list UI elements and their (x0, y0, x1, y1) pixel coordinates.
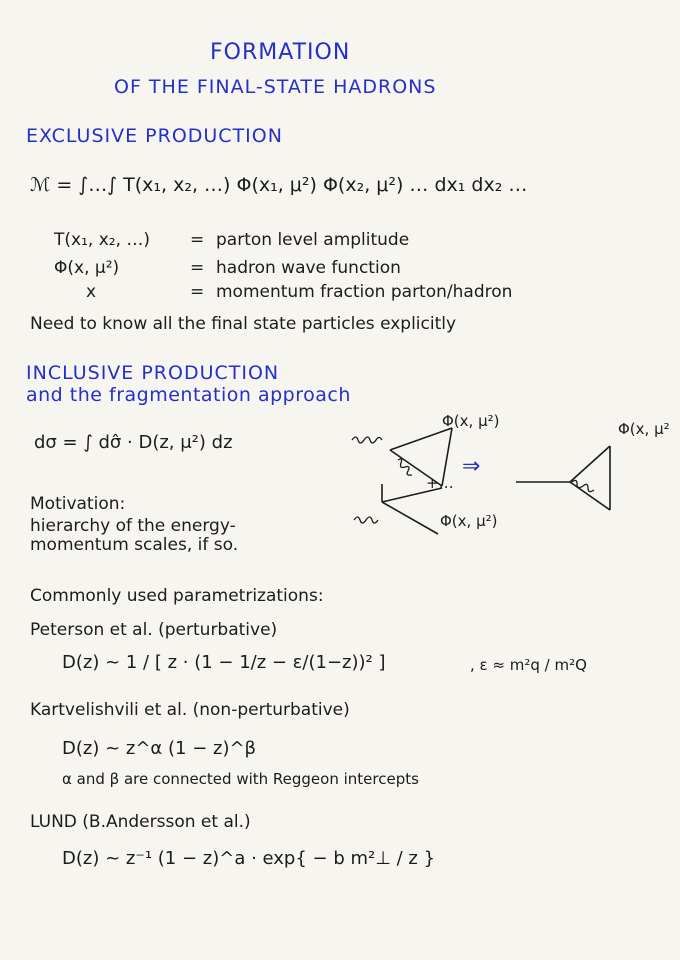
title-line1: FORMATION (210, 40, 351, 65)
gluon-icon (398, 459, 412, 475)
params-heading: Commonly used parametrizations: (30, 586, 324, 606)
lund-name: LUND (B.Andersson et al.) (30, 812, 251, 832)
def-eq-1: = (190, 230, 205, 250)
inclusive-subheading: and the fragmentation approach (26, 384, 351, 406)
def-meaning-1: parton level amplitude (216, 230, 410, 250)
diagram-phi-right: Φ(x, μ² (618, 420, 670, 438)
def-meaning-2: hadron wave function (216, 258, 401, 278)
inclusive-formula: dσ = ∫ dσ̂ · D(z, μ²) dz (34, 432, 233, 453)
def-meaning-3: momentum fraction parton/hadron (216, 282, 513, 302)
motivation-line2: momentum scales, if so. (30, 535, 239, 555)
exclusive-note: Need to know all the final state particles explicitly (30, 314, 457, 334)
diagram-arrow: ⇒ (462, 454, 481, 479)
gluon-icon (354, 517, 378, 523)
diagram-phi-bottom: Φ(x, μ²) (440, 512, 498, 530)
diagram-phi-top: Φ(x, μ²) (442, 412, 500, 430)
def-symbol-1: T(x₁, x₂, …) (54, 230, 151, 250)
def-symbol-3: x (86, 282, 97, 302)
kart-name: Kartvelishvili et al. (non-perturbative) (30, 700, 350, 720)
peterson-epsilon: , ε ≈ m²q / m²Q (470, 656, 587, 674)
motivation-label: Motivation: (30, 494, 126, 514)
diagram-plus: +… (426, 474, 454, 492)
diagram-line (570, 446, 610, 482)
exclusive-heading: EXCLUSIVE PRODUCTION (26, 125, 283, 147)
diagram-line (570, 482, 610, 510)
peterson-name: Peterson et al. (perturbative) (30, 620, 278, 640)
def-eq-3: = (190, 282, 205, 302)
inclusive-heading: INCLUSIVE PRODUCTION (26, 362, 280, 384)
lund-formula: D(z) ~ z⁻¹ (1 − z)^a · exp{ − b m²⊥ / z } (62, 848, 436, 869)
kart-formula: D(z) ~ z^α (1 − z)^β (62, 738, 257, 759)
motivation-line1: hierarchy of the energy- (30, 516, 236, 536)
def-symbol-2: Φ(x, μ²) (54, 258, 120, 278)
diagram-line (390, 428, 452, 450)
exclusive-formula: ℳ = ∫…∫ T(x₁, x₂, …) Φ(x₁, μ²) Φ(x₂, μ²) … dx₁ dx₂ … (30, 174, 528, 196)
peterson-formula: D(z) ~ 1 / [ z · (1 − 1/z − ε/(1−z))² ] (62, 652, 386, 673)
gluon-icon (352, 437, 382, 443)
diagram-line (382, 502, 438, 534)
title-line2: OF THE FINAL-STATE HADRONS (114, 76, 437, 98)
kart-note: α and β are connected with Reggeon intercepts (62, 770, 419, 788)
def-eq-2: = (190, 258, 205, 278)
